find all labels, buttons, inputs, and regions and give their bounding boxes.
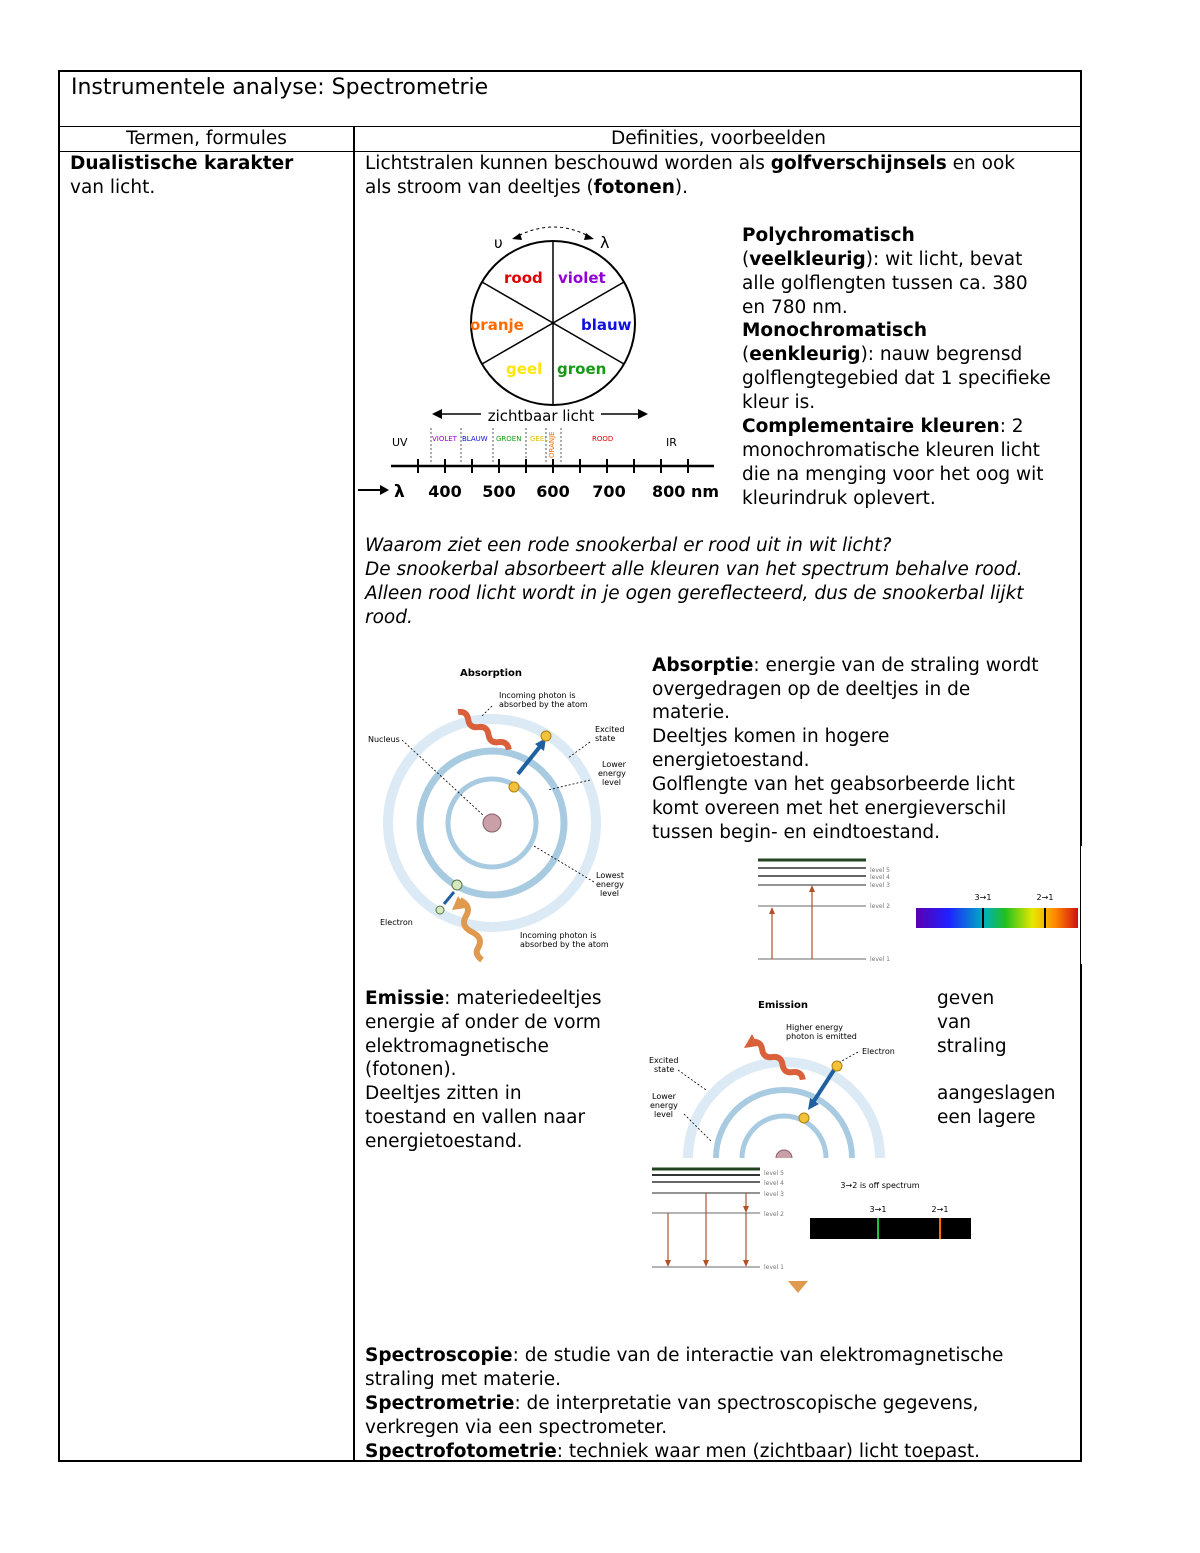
poly-term: Polychromatisch bbox=[742, 225, 915, 246]
emissie-line-3: elektromagnetische bbox=[365, 1036, 549, 1057]
emission-figure bbox=[640, 990, 930, 1160]
lambda-symbol: λ bbox=[600, 233, 610, 252]
emission-title: Emission bbox=[758, 1000, 808, 1011]
em-excited-1: Excited bbox=[649, 1056, 679, 1065]
band-geel: GEEL bbox=[530, 435, 549, 443]
intro-line-2: als stroom van deeltjes (fotonen). bbox=[365, 177, 688, 198]
absorptie-line-1: Absorptie: energie van de straling wordt bbox=[652, 655, 1039, 676]
abs-lower-1: Lower bbox=[602, 760, 626, 769]
band-violet: VIOLET bbox=[432, 435, 457, 443]
intro-line-1: Lichtstralen kunnen beschouwd worden als golfverschijnsels en ook bbox=[365, 153, 1015, 174]
poly-line-3: alle golflengten tussen ca. 380 bbox=[742, 273, 1028, 294]
wheel-label-geel: geel bbox=[506, 360, 543, 378]
spectroscopie-line-1: Spectroscopie: de studie van de interactie van elektromagnetische bbox=[365, 1345, 1004, 1366]
tick-500: 500 bbox=[482, 482, 516, 501]
band-groen: GROEN bbox=[496, 435, 522, 443]
abs-incoming-top-1: Incoming photon is bbox=[499, 691, 576, 700]
emissie-line-6: toestand en vallen naar bbox=[365, 1107, 586, 1128]
em-level-2: level 2 bbox=[764, 1211, 784, 1218]
compl-line-4: kleurindruk oplevert. bbox=[742, 488, 936, 509]
absorption-levels-figure bbox=[756, 856, 1084, 966]
absorption-spectrum bbox=[916, 908, 1078, 928]
term-subtitle: van licht. bbox=[70, 177, 156, 198]
abs-spec-label-31: 3→1 bbox=[974, 893, 992, 902]
emissie-right-2: van bbox=[937, 1012, 972, 1033]
emissie-line-4: (fotonen). bbox=[365, 1059, 457, 1080]
compl-line-3: die na menging voor het oog wit bbox=[742, 464, 1044, 485]
poly-line-2: (veelkleurig): wit licht, bevat bbox=[742, 249, 1023, 270]
mono-line-2: (eenkleurig): nauw begrensd bbox=[742, 344, 1023, 365]
em-higher-1: Higher energy bbox=[786, 1023, 844, 1032]
absorption-figure bbox=[362, 660, 642, 965]
mono-line-3: golflengtegebied dat 1 specifieke bbox=[742, 368, 1051, 389]
absorptie-line-6: Golflengte van het geabsorbeerde licht bbox=[652, 774, 1015, 795]
band-oranje: ORANJE bbox=[548, 431, 556, 458]
wheel-label-rood: rood bbox=[504, 269, 543, 287]
abs-level-4: level 4 bbox=[870, 874, 890, 881]
spectrofotometrie-line: Spectrofotometrie: techniek waar men (zichtbaar) licht toepast. bbox=[365, 1441, 980, 1462]
absorptie-line-2: overgedragen op de deeltjes in de bbox=[652, 679, 971, 700]
emissie-right-4: aangeslagen bbox=[937, 1083, 1056, 1104]
compl-line-2: monochromatische kleuren licht bbox=[742, 440, 1040, 461]
uv-label: UV bbox=[392, 436, 408, 449]
wheel-label-violet: violet bbox=[558, 269, 606, 287]
em-lower-1: Lower bbox=[652, 1092, 676, 1101]
answer-line-3: rood. bbox=[365, 607, 413, 628]
emissie-line-7: energietoestand. bbox=[365, 1131, 523, 1152]
compl-line-1: Complementaire kleuren: 2 bbox=[742, 416, 1024, 437]
page-title: Instrumentele analyse: Spectrometrie bbox=[71, 75, 489, 100]
absorptie-line-7: komt overeen met het energieverschil bbox=[652, 798, 1007, 819]
emissie-line-1: Emissie: materiedeeltjes bbox=[365, 988, 602, 1009]
wheel-label-groen: groen bbox=[557, 360, 607, 378]
abs-level-1: level 1 bbox=[870, 956, 890, 963]
mono-line-4: kleur is. bbox=[742, 392, 816, 413]
abs-excited-2: state bbox=[595, 734, 616, 743]
band-rood: ROOD bbox=[592, 435, 614, 443]
abs-lowest-2: energy bbox=[596, 880, 624, 889]
abs-level-2: level 2 bbox=[870, 903, 890, 910]
em-spec-title: 3→2 is off spectrum bbox=[840, 1181, 920, 1190]
tick-600: 600 bbox=[536, 482, 570, 501]
em-excited-2: state bbox=[654, 1065, 675, 1074]
em-spec-label-31: 3→1 bbox=[869, 1205, 887, 1214]
em-spec-label-21: 2→1 bbox=[931, 1205, 949, 1214]
abs-lowest-3: level bbox=[600, 889, 620, 898]
axis-lambda: λ bbox=[394, 482, 405, 502]
ir-label: IR bbox=[666, 436, 677, 449]
mono-term: Monochromatisch bbox=[742, 320, 928, 341]
tick-700: 700 bbox=[592, 482, 626, 501]
em-electron-label: Electron bbox=[862, 1047, 895, 1056]
tick-800: 800 nm bbox=[652, 482, 720, 501]
emissie-right-5: een lagere bbox=[937, 1107, 1036, 1128]
abs-incoming-top-2: absorbed by the atom bbox=[499, 700, 588, 709]
emissie-right-1: geven bbox=[937, 988, 995, 1009]
visible-light-label: zichtbaar licht bbox=[487, 407, 595, 425]
em-lower-3: level bbox=[654, 1110, 674, 1119]
nucleus bbox=[483, 814, 501, 832]
term-title: Dualistische karakter bbox=[70, 153, 294, 174]
emissie-right-3: straling bbox=[937, 1036, 1007, 1057]
column-header-definitions: Definities, voorbeelden bbox=[610, 128, 826, 149]
abs-level-3: level 3 bbox=[870, 882, 890, 889]
em-level-5: level 5 bbox=[764, 1170, 784, 1177]
absorptie-line-3: materie. bbox=[652, 702, 731, 723]
emission-spectrum bbox=[810, 1218, 971, 1239]
absorptie-line-8: tussen begin- en eindtoestand. bbox=[652, 822, 941, 843]
emissie-line-5: Deeltjes zitten in bbox=[365, 1083, 522, 1104]
band-blauw: BLAUW bbox=[462, 435, 488, 443]
abs-lower-2: energy bbox=[598, 769, 626, 778]
spectroscopie-line-2: straling met materie. bbox=[365, 1369, 562, 1390]
wheel-label-oranje: oranje bbox=[470, 316, 524, 334]
emissie-line-2: energie af onder de vorm bbox=[365, 1012, 601, 1033]
wheel-label-blauw: blauw bbox=[581, 316, 632, 334]
abs-spec-label-21: 2→1 bbox=[1036, 893, 1054, 902]
em-level-1: level 1 bbox=[764, 1264, 784, 1271]
abs-lower-3: level bbox=[602, 778, 622, 787]
abs-incoming-bottom-2: absorbed by the atom bbox=[520, 940, 609, 949]
abs-level-5: level 5 bbox=[870, 867, 890, 874]
answer-line-1: De snookerbal absorbeert alle kleuren van het spectrum behalve rood. bbox=[365, 559, 1023, 580]
abs-electron-label: Electron bbox=[380, 918, 413, 927]
em-lower-2: energy bbox=[650, 1101, 678, 1110]
absorptie-line-4: Deeltjes komen in hogere bbox=[652, 726, 890, 747]
abs-lowest-1: Lowest bbox=[596, 871, 624, 880]
poly-line-4: en 780 nm. bbox=[742, 297, 848, 318]
abs-nucleus-label: Nucleus bbox=[368, 735, 400, 744]
tick-400: 400 bbox=[428, 482, 462, 501]
abs-excited-1: Excited bbox=[595, 725, 625, 734]
em-higher-2: photon is emitted bbox=[786, 1032, 857, 1041]
column-divider bbox=[353, 126, 355, 1462]
nu-symbol: υ bbox=[494, 234, 503, 252]
abs-incoming-bottom-1: Incoming photon is bbox=[520, 931, 597, 940]
spectrometrie-line-1: Spectrometrie: de interpretatie van spectroscopische gegevens, bbox=[365, 1393, 979, 1414]
emission-levels-figure bbox=[650, 1165, 980, 1300]
absorption-title: Absorption bbox=[460, 668, 523, 679]
column-header-terms: Termen, formules bbox=[126, 128, 287, 149]
absorptie-line-5: energietoestand. bbox=[652, 750, 810, 771]
visible-spectrum-figure bbox=[356, 218, 728, 508]
question-line: Waarom ziet een rode snookerbal er rood uit in wit licht? bbox=[365, 535, 892, 556]
answer-line-2: Alleen rood licht wordt in je ogen gereflecteerd, dus de snookerbal lijkt bbox=[365, 583, 1024, 604]
em-level-4: level 4 bbox=[764, 1180, 784, 1187]
em-level-3: level 3 bbox=[764, 1191, 784, 1198]
spectrometrie-line-2: verkregen via een spectrometer. bbox=[365, 1417, 668, 1438]
